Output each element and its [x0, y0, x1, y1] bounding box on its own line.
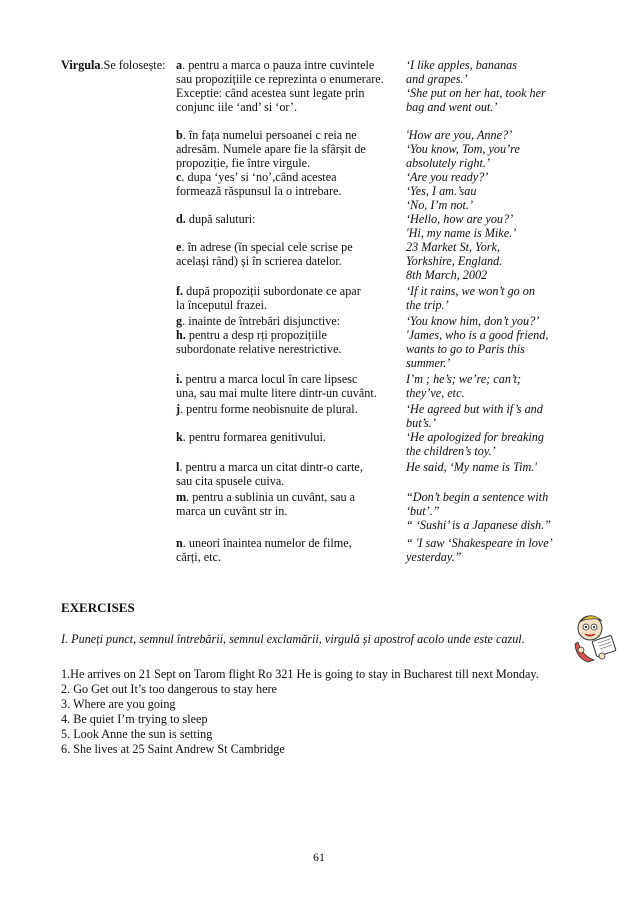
rule-letter: a — [176, 58, 183, 72]
example-line: yesterday.” — [406, 550, 462, 564]
rule-line: cărți, etc. — [176, 550, 221, 564]
exercise-item: 2. Go Get out It’s too dangerous to stay here — [61, 682, 277, 696]
rule-text: după saluturi: — [185, 212, 256, 226]
heading-intro: .Se folosește: — [100, 58, 166, 72]
example-line: the trip.’ — [406, 298, 449, 312]
example-line: ‘He apologized for breaking — [406, 430, 544, 444]
example-line: ‘You know him, don’t you?’ — [406, 314, 540, 328]
exercises-instruction: I. Puneți punct, semnul întrebării, semnul exclamării, virgulă și apostrof acolo unde este cazul. — [61, 632, 525, 646]
example-line: absolutely right.’ — [406, 156, 490, 170]
rule-letter: f. — [176, 284, 184, 298]
example-line: 8th March, 2002 — [406, 268, 488, 282]
example-line: ‘but’.” — [406, 504, 440, 518]
rule-letter: k — [176, 430, 183, 444]
example-line: ‘Yes, I am.’sau — [406, 184, 477, 198]
exercises-title: EXERCISES — [61, 600, 135, 615]
rule-line: conjunc iile ‘and’ si ‘or’. — [176, 100, 298, 114]
example-line: ‘Are you ready?’ — [406, 170, 489, 184]
example-line: He said, ‘My name is Tim.' — [406, 460, 537, 474]
example-line: 23 Market St, York, — [406, 240, 500, 254]
rule-line: sau cita spusele cuiva. — [176, 474, 285, 488]
example-line: ‘She put on her hat, took her — [406, 86, 546, 100]
example-line: “ 'I saw ‘Shakespeare in love’ — [406, 536, 553, 550]
rule-text: după propoziții subordonate ce apar — [183, 284, 361, 298]
rule-text: . inainte de întrebări disjunctive: — [182, 314, 341, 328]
rule-line — [176, 328, 327, 342]
rule-line: subordonate relative nerestrictive. — [176, 342, 342, 356]
rule-text: . în adrese (în special cele scrise pe — [181, 240, 353, 254]
example-line: Yorkshire, England. — [406, 254, 503, 268]
rule-text: . pentru formarea genitivului. — [182, 430, 326, 444]
exercise-item: 6. She lives at 25 Saint Andrew St Cambridge — [61, 742, 285, 756]
rule-letter: e — [176, 240, 182, 254]
exercise-list — [61, 667, 539, 757]
rule-line: la începutul frazei. — [176, 298, 268, 312]
rule-line: formează răspunsul la o intrebare. — [176, 184, 342, 198]
rule-letter: c — [176, 170, 182, 184]
example-line: ‘You know, Tom, you’re — [406, 142, 520, 156]
example-line: “Don’t begin a sentence with — [406, 490, 549, 504]
rule-line — [176, 372, 357, 386]
rule-letter: j — [176, 402, 181, 416]
rule-line: una, sau mai multe litere dintr-un cuvânt. — [176, 386, 377, 400]
rule-text: . pentru a marca o pauza intre cuvintele — [182, 58, 375, 72]
example-line: 'James, who is a good friend, — [406, 328, 549, 342]
rule-text: . pentru forme neobisnuite de plural. — [180, 402, 358, 416]
rule-line: propoziție, fie între virgule. — [176, 156, 311, 170]
exercise-item: 1.He arrives on 21 Sept on Tarom flight Ro 321 He is going to stay in Bucharest till next Monday. — [61, 667, 539, 681]
rule-line — [176, 460, 363, 474]
rule-text: pentru a desp rți propozițiile — [185, 328, 327, 342]
rule-letter: h. — [176, 328, 186, 342]
example-line: 'How are you, Anne?’ — [406, 128, 513, 142]
exercise-item: 4. Be quiet I’m trying to sleep — [61, 712, 208, 726]
example-line: the children’s toy.’ — [406, 444, 496, 458]
example-line: ‘I like apples, bananas — [406, 58, 518, 72]
rule-text: pentru a marca locul în care lipsesc — [182, 372, 358, 386]
rule-line — [176, 284, 361, 298]
rule-line: același rând) și în scrierea datelor. — [176, 254, 342, 268]
example-line: they’ve, etc. — [406, 386, 465, 400]
rule-line — [176, 402, 358, 416]
example-line: but’s.’ — [406, 416, 436, 430]
example-line: and grapes.’ — [406, 72, 468, 86]
page-number: 61 — [313, 850, 325, 864]
exercise-item: 5. Look Anne the sun is setting — [61, 727, 213, 741]
rule-text: . uneori înaintea numelor de filme, — [182, 536, 352, 550]
example-line: wants to go to Paris this — [406, 342, 525, 356]
example-line: ‘Hello, how are you?’ — [406, 212, 514, 226]
rule-line — [176, 58, 374, 72]
rule-line — [176, 128, 357, 142]
rule-letter: g — [176, 314, 183, 328]
rule-line — [176, 536, 352, 550]
rule-line — [176, 490, 355, 504]
example-line: ‘If it rains, we won’t go on — [406, 284, 535, 298]
example-line: ‘No, I’m not.’ — [406, 198, 474, 212]
section-heading — [61, 58, 166, 72]
rule-line: Exceptie: când acestea sunt legate prin — [176, 86, 365, 100]
rule-text: . dupa ‘yes’ si ‘no’,când acestea — [181, 170, 337, 184]
rule-letter: l — [176, 460, 180, 474]
rule-text: . pentru a marca un citat dintr-o carte, — [179, 460, 363, 474]
rule-line — [176, 212, 256, 226]
rule-letter: n — [176, 536, 183, 550]
heading-term: Virgula — [61, 58, 101, 72]
rule-letter: d. — [176, 212, 186, 226]
example-line: 'Hi, my name is Mike.’ — [406, 226, 517, 240]
rule-text: . pentru a sublinia un cuvânt, sau a — [186, 490, 356, 504]
example-line: bag and went out.’ — [406, 100, 498, 114]
rule-line — [176, 240, 353, 254]
cartoon-character-reading-icon — [572, 612, 618, 664]
rule-line: marca un cuvânt str in. — [176, 504, 288, 518]
exercise-item: 3. Where are you going — [61, 697, 176, 711]
rule-line — [176, 430, 326, 444]
rule-line: sau propozițiile ce reprezinta o enumerare. — [176, 72, 384, 86]
rule-letter: i. — [176, 372, 183, 386]
rule-letter: m — [176, 490, 187, 504]
rule-letter: b — [176, 128, 183, 142]
example-line: “ ‘Sushi’ is a Japanese dish.” — [406, 518, 551, 532]
example-line: ‘He agreed but with if’s and — [406, 402, 543, 416]
rule-line — [176, 314, 340, 328]
rule-line: adresăm. Numele apare fie la sfârșit de — [176, 142, 366, 156]
rule-line — [176, 170, 337, 184]
example-line: I’m ; he’s; we’re; can’t; — [406, 372, 522, 386]
example-line: summer.’ — [406, 356, 451, 370]
rule-text: . în fața numelui persoanei c reia ne — [182, 128, 357, 142]
